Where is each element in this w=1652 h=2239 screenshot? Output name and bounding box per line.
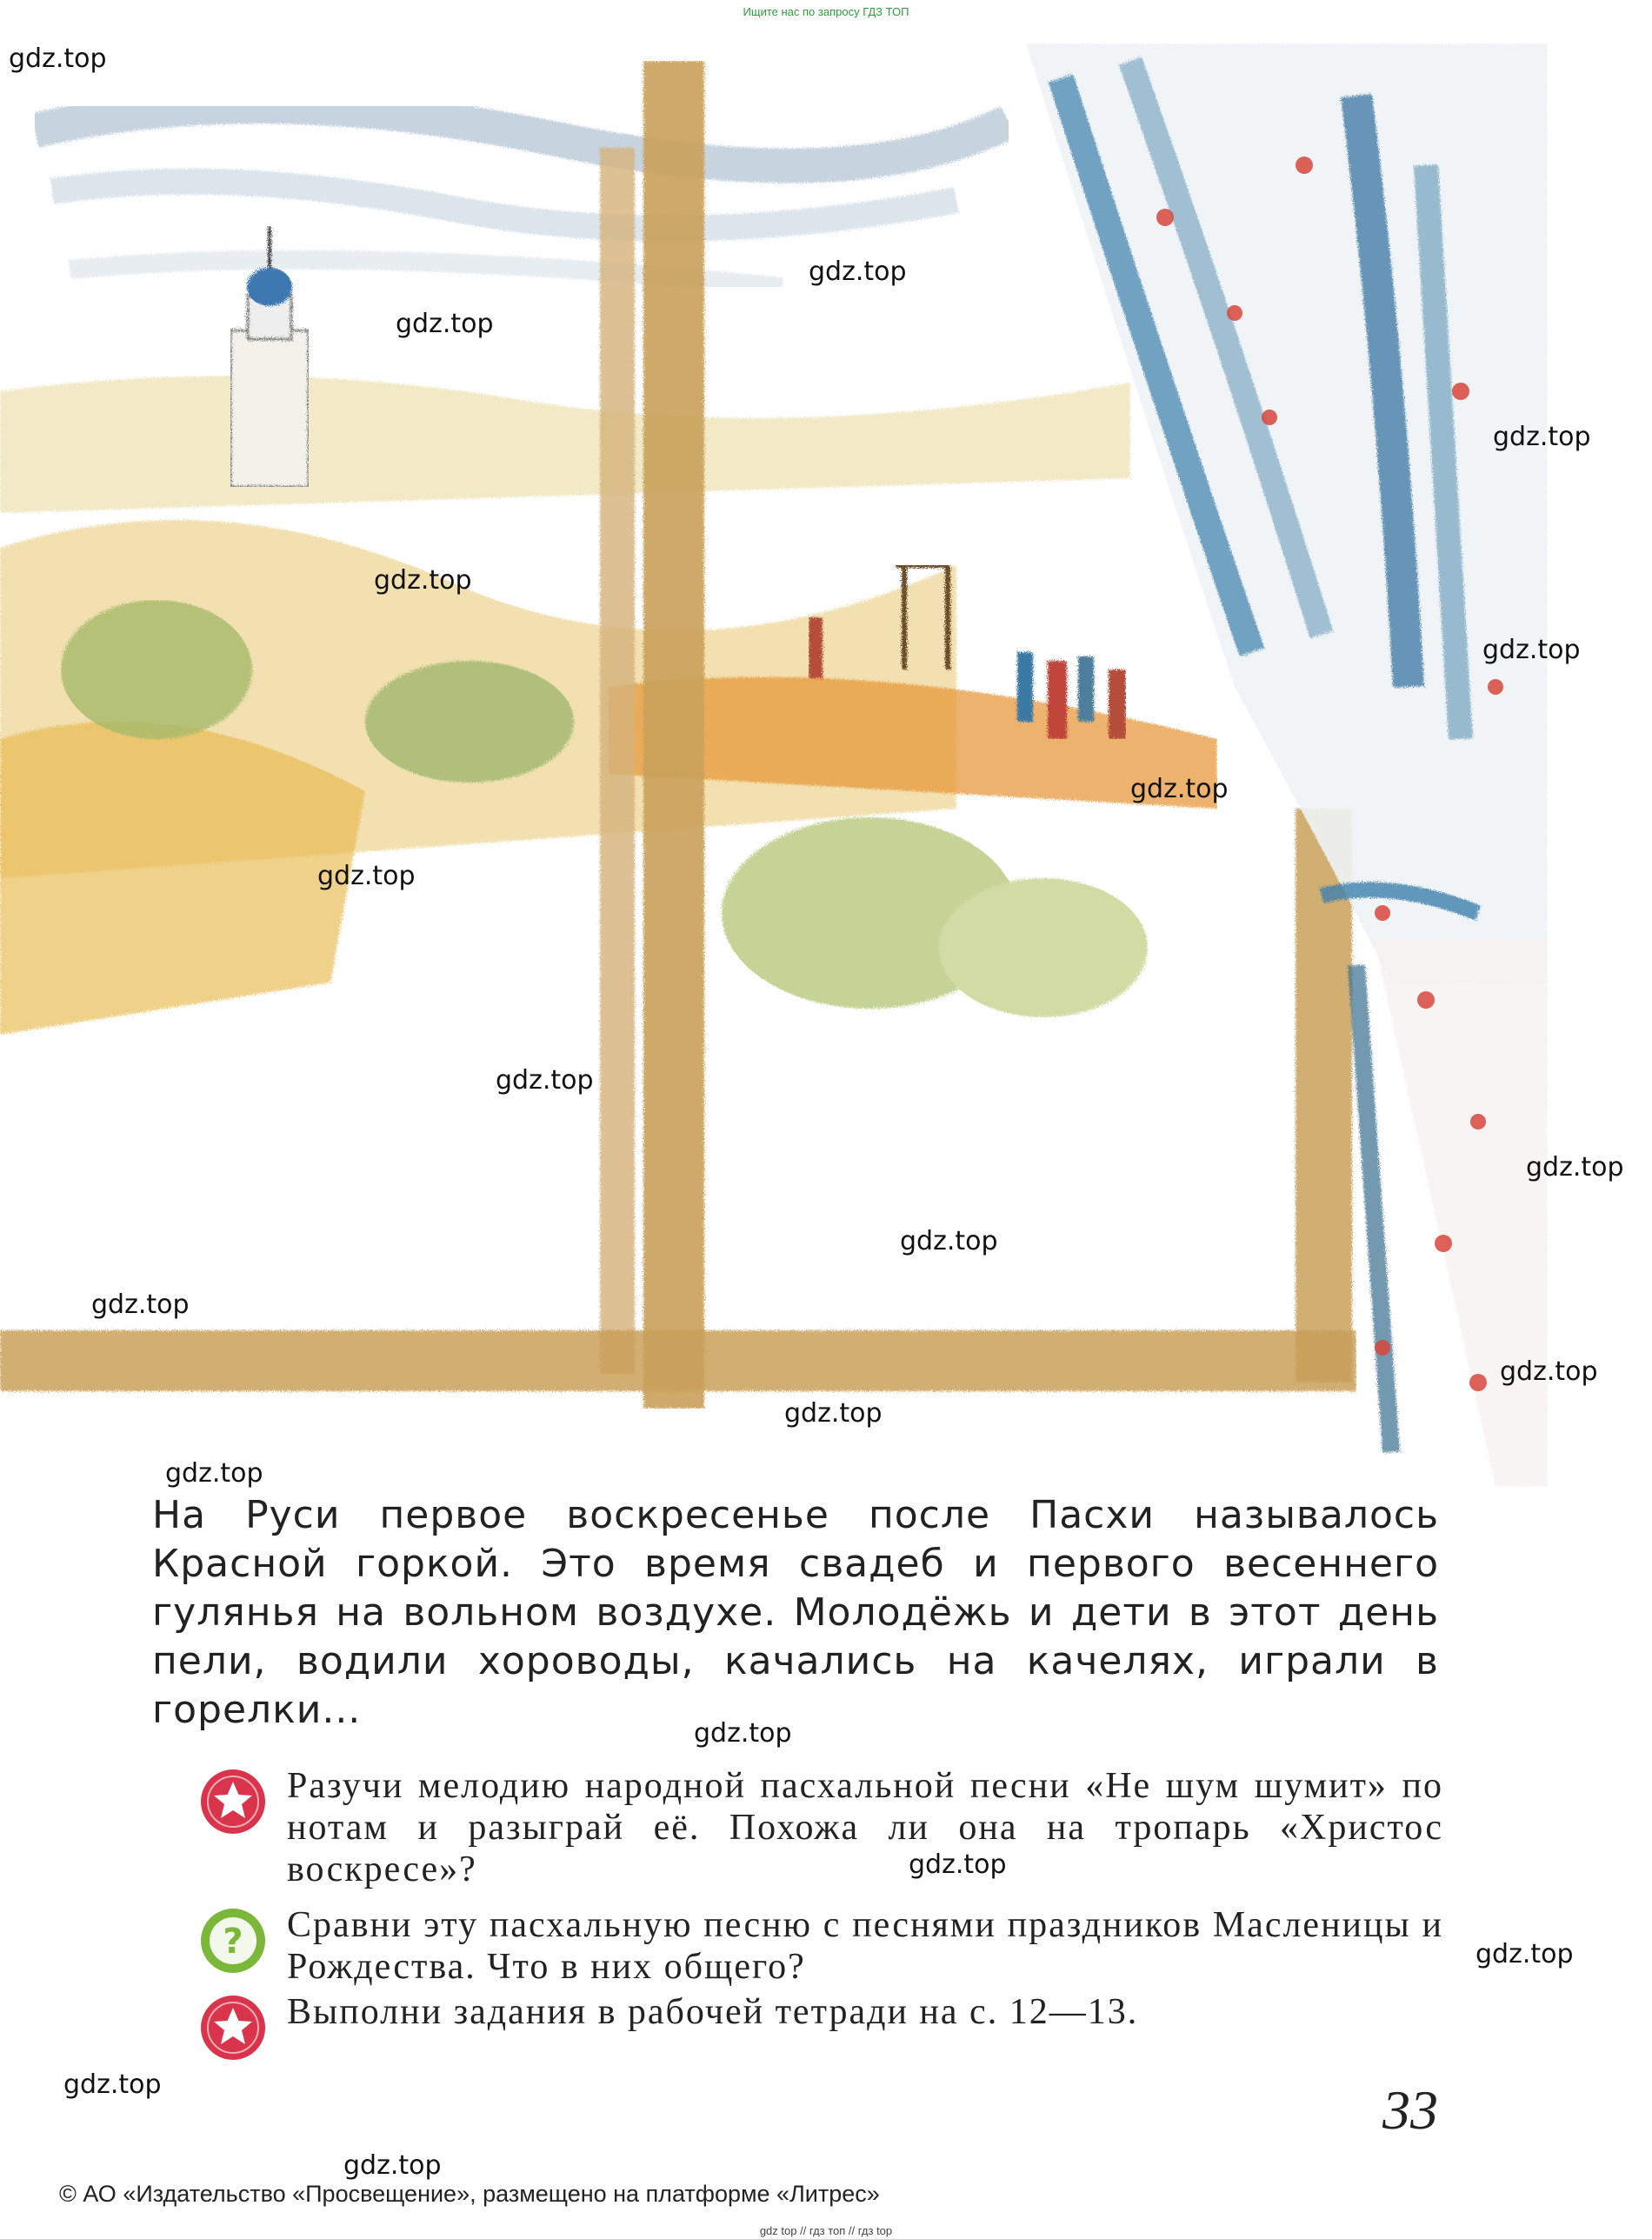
watermark: gdz.top	[1500, 1356, 1598, 1387]
watermark: gdz.top	[496, 1065, 594, 1096]
question-icon	[198, 1906, 268, 1976]
watermark: gdz.top	[1493, 422, 1591, 452]
footer-links[interactable]: gdz top // гдз топ // гдз top	[759, 2224, 893, 2237]
watermark: gdz.top	[909, 1849, 1007, 1880]
star-icon	[198, 1993, 268, 2062]
intro-paragraph: На Руси первое воскресенье после Пасхи называлось Красной горкой. Это время свадеб и первого весеннего гулянья на вольном воздухе. Молодёжь и дети в этот день пели, водили хороводы, качались на качелях, играли в горелки...	[152, 1493, 1439, 1732]
watermark: gdz.top	[694, 1718, 792, 1749]
watermark: gdz.top	[91, 1289, 190, 1320]
watermark: gdz.top	[343, 2150, 442, 2181]
top-banner[interactable]: Ищите нас по запросу ГДЗ ТОП	[743, 5, 909, 18]
watermark: gdz.top	[396, 309, 494, 339]
watermark: gdz.top	[1482, 635, 1581, 665]
watermark: gdz.top	[784, 1398, 883, 1429]
watermark: gdz.top	[1475, 1939, 1574, 1969]
watermark: gdz.top	[317, 861, 416, 891]
watermark: gdz.top	[1130, 774, 1229, 804]
star-icon	[198, 1767, 268, 1836]
watermark: gdz.top	[809, 257, 907, 287]
copyright-notice: © АО «Издательство «Просвещение», размещено на платформе «Литрес»	[59, 2181, 880, 2207]
watermark: gdz.top	[1526, 1152, 1624, 1183]
task-text: Разучи мелодию народной пасхальной песни «Не шум шумит» по нотам и разыграй её. Похожа ли она на тропарь «Христос воскресе»?	[287, 1766, 1443, 1889]
easter-festival-illustration	[0, 26, 1556, 1487]
watermark: gdz.top	[374, 565, 472, 596]
watermark: gdz.top	[63, 2069, 162, 2100]
svg-text:?: ?	[223, 1922, 243, 1962]
task-text: Выполни задания в рабочей тетради на с. 12—13.	[287, 1992, 1139, 2032]
watermark: gdz.top	[165, 1458, 263, 1489]
watermark: gdz.top	[9, 43, 107, 74]
task-text: Сравни эту пасхальную песню с песнями праздников Масленицы и Рождества. Что в них общего?	[287, 1905, 1443, 1987]
watermark: gdz.top	[900, 1226, 998, 1256]
page-number: 33	[1382, 2079, 1438, 2141]
